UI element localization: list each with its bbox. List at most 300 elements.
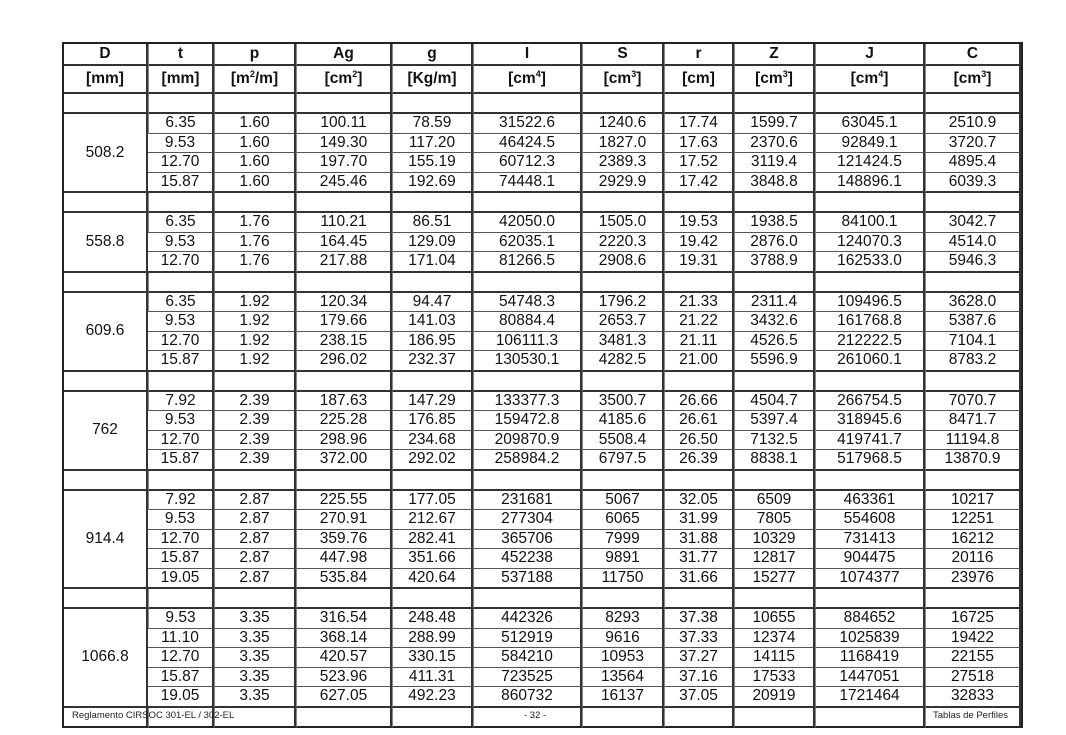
unit-suffix: ] <box>883 70 889 87</box>
table-cell: 1025839 <box>815 629 925 649</box>
table-cell: 124070.3 <box>815 233 925 253</box>
unit-base: [cm <box>953 70 982 87</box>
table-row <box>64 450 1021 471</box>
header-symbol: D <box>64 44 148 66</box>
header-unit <box>392 66 473 94</box>
unit-suffix: /m] <box>254 70 279 87</box>
table-cell: 6.35 <box>148 213 214 233</box>
section-properties-table <box>62 42 1023 728</box>
table-cell: 1796.2 <box>582 293 664 313</box>
table-cell: 6797.5 <box>582 450 664 471</box>
header-unit <box>473 66 582 94</box>
table-cell: 10655 <box>734 609 815 629</box>
table-cell: 212222.5 <box>815 332 925 352</box>
diameter-cell: 609.6 <box>64 293 148 372</box>
empty-cell <box>473 589 582 609</box>
table-cell: 162533.0 <box>815 252 925 273</box>
table-cell: 12374 <box>734 629 815 649</box>
empty-cell <box>734 94 815 114</box>
table-cell: 860732 <box>473 687 582 708</box>
table-cell: 292.02 <box>392 450 473 471</box>
table-cell: 37.38 <box>664 609 734 629</box>
header-symbol: r <box>664 44 734 66</box>
table-cell: 12817 <box>734 549 815 569</box>
table-cell: 3.35 <box>214 648 296 668</box>
table-row <box>64 549 1021 569</box>
table-cell: 31.77 <box>664 549 734 569</box>
table-cell: 2370.6 <box>734 134 815 154</box>
spacer-row <box>64 273 1021 293</box>
table-cell: 31.66 <box>664 569 734 590</box>
unit-exponent: 2 <box>249 68 255 79</box>
table-cell: 1599.7 <box>734 114 815 134</box>
table-cell: 94.47 <box>392 293 473 313</box>
table-cell: 1.92 <box>214 293 296 313</box>
table-cell: 884652 <box>815 609 925 629</box>
table-cell: 5508.4 <box>582 431 664 451</box>
table-cell: 452238 <box>473 549 582 569</box>
table-cell: 517968.5 <box>815 450 925 471</box>
unit-base: [cm] <box>682 70 715 87</box>
empty-cell <box>664 471 734 491</box>
table-cell: 6509 <box>734 491 815 511</box>
unit-base: [m <box>230 70 250 87</box>
table-cell: 316.54 <box>296 609 392 629</box>
table-cell: 2.87 <box>214 491 296 511</box>
table-cell: 187.63 <box>296 392 392 412</box>
empty-cell <box>392 471 473 491</box>
table-cell: 20116 <box>925 549 1021 569</box>
table-cell: 1.60 <box>214 173 296 194</box>
header-row-units <box>64 66 1021 94</box>
empty-cell <box>582 708 664 728</box>
table-cell: 80884.4 <box>473 312 582 332</box>
empty-cell <box>582 372 664 392</box>
table-row <box>64 173 1021 194</box>
unit-exponent: 3 <box>981 68 987 79</box>
empty-cell <box>734 471 815 491</box>
table-cell: 42050.0 <box>473 213 582 233</box>
empty-cell <box>148 193 214 213</box>
table-cell: 6039.3 <box>925 173 1021 194</box>
table-cell: 3.35 <box>214 687 296 708</box>
empty-cell <box>815 193 925 213</box>
table-row <box>64 491 1021 511</box>
table-cell: 6.35 <box>148 293 214 313</box>
table-cell: 6065 <box>582 510 664 530</box>
table-row <box>64 114 1021 134</box>
table-cell: 1.76 <box>214 213 296 233</box>
empty-cell <box>473 273 582 293</box>
table-cell: 296.02 <box>296 351 392 372</box>
table-cell: 32833 <box>925 687 1021 708</box>
table-cell: 2929.9 <box>582 173 664 194</box>
table-cell: 16725 <box>925 609 1021 629</box>
table-cell: 523.96 <box>296 668 392 688</box>
table-cell: 106111.3 <box>473 332 582 352</box>
table-cell: 234.68 <box>392 431 473 451</box>
table-cell: 270.91 <box>296 510 392 530</box>
table-cell: 3042.7 <box>925 213 1021 233</box>
table-cell: 3119.4 <box>734 153 815 173</box>
unit-exponent: 3 <box>782 68 788 79</box>
header-unit <box>296 66 392 94</box>
empty-cell <box>664 708 734 728</box>
table-cell: 463361 <box>815 491 925 511</box>
table-cell: 7.92 <box>148 392 214 412</box>
table-row <box>64 351 1021 372</box>
header-unit <box>734 66 815 94</box>
table-cell: 5397.4 <box>734 411 815 431</box>
unit-suffix: ] <box>787 70 793 87</box>
table-cell: 365706 <box>473 530 582 550</box>
table-cell: 177.05 <box>392 491 473 511</box>
empty-cell <box>734 193 815 213</box>
empty-cell <box>815 94 925 114</box>
spacer-row <box>64 589 1021 609</box>
empty-cell <box>734 708 815 728</box>
empty-cell <box>815 471 925 491</box>
table-cell: 7132.5 <box>734 431 815 451</box>
table-cell: 584210 <box>473 648 582 668</box>
table-cell: 37.05 <box>664 687 734 708</box>
table-cell: 1721464 <box>815 687 925 708</box>
table-cell: 2653.7 <box>582 312 664 332</box>
table-cell: 248.48 <box>392 609 473 629</box>
empty-cell <box>664 372 734 392</box>
empty-cell <box>734 273 815 293</box>
table-cell: 2908.6 <box>582 252 664 273</box>
table-row <box>64 392 1021 412</box>
table-cell: 15.87 <box>148 549 214 569</box>
table-cell: 1074377 <box>815 569 925 590</box>
table-cell: 6.35 <box>148 114 214 134</box>
empty-cell <box>582 273 664 293</box>
table-cell: 19.31 <box>664 252 734 273</box>
table-cell: 2220.3 <box>582 233 664 253</box>
table-cell: 535.84 <box>296 569 392 590</box>
table-cell: 74448.1 <box>473 173 582 194</box>
table-row <box>64 510 1021 530</box>
table-cell: 9.53 <box>148 609 214 629</box>
empty-cell <box>214 372 296 392</box>
empty-cell <box>392 193 473 213</box>
table-cell: 442326 <box>473 609 582 629</box>
table-cell: 109496.5 <box>815 293 925 313</box>
header-unit <box>582 66 664 94</box>
table-cell: 9.53 <box>148 312 214 332</box>
empty-cell <box>925 589 1021 609</box>
unit-suffix: ] <box>986 70 992 87</box>
empty-cell <box>214 273 296 293</box>
table-cell: 3.35 <box>214 668 296 688</box>
table-cell: 12.70 <box>148 648 214 668</box>
table-cell: 17.74 <box>664 114 734 134</box>
table-cell: 2.87 <box>214 530 296 550</box>
unit-base: [cm <box>324 70 353 87</box>
diameter-cell: 1066.8 <box>64 609 148 708</box>
table-cell: 1447051 <box>815 668 925 688</box>
table-cell: 15.87 <box>148 173 214 194</box>
table-cell: 13564 <box>582 668 664 688</box>
table-cell: 1.92 <box>214 332 296 352</box>
table-cell: 164.45 <box>296 233 392 253</box>
table-cell: 447.98 <box>296 549 392 569</box>
table-cell: 411.31 <box>392 668 473 688</box>
table-cell: 8838.1 <box>734 450 815 471</box>
table-cell: 2.87 <box>214 569 296 590</box>
table-cell: 9.53 <box>148 510 214 530</box>
empty-cell <box>296 193 392 213</box>
table-cell: 420.57 <box>296 648 392 668</box>
unit-suffix: ] <box>357 70 363 87</box>
header-symbol: g <box>392 44 473 66</box>
table-cell: 2510.9 <box>925 114 1021 134</box>
table-cell: 32.05 <box>664 491 734 511</box>
table-cell: 148896.1 <box>815 173 925 194</box>
table-cell: 3.35 <box>214 609 296 629</box>
table-cell: 8293 <box>582 609 664 629</box>
table-cell: 2876.0 <box>734 233 815 253</box>
table-cell: 554608 <box>815 510 925 530</box>
table-row <box>64 332 1021 352</box>
table-cell: 129.09 <box>392 233 473 253</box>
empty-cell <box>664 94 734 114</box>
empty-cell <box>664 273 734 293</box>
table-cell: 149.30 <box>296 134 392 154</box>
table-cell: 10217 <box>925 491 1021 511</box>
empty-cell <box>148 589 214 609</box>
spacer-row <box>64 193 1021 213</box>
empty-cell <box>815 372 925 392</box>
table-row <box>64 609 1021 629</box>
table-cell: 26.66 <box>664 392 734 412</box>
empty-cell <box>296 372 392 392</box>
table-cell: 627.05 <box>296 687 392 708</box>
table-cell: 5387.6 <box>925 312 1021 332</box>
table-cell: 3788.9 <box>734 252 815 273</box>
empty-cell <box>582 471 664 491</box>
empty-cell <box>148 372 214 392</box>
table-cell: 31.99 <box>664 510 734 530</box>
unit-base: [cm <box>755 70 783 87</box>
table-cell: 86.51 <box>392 213 473 233</box>
table-cell: 231681 <box>473 491 582 511</box>
diameter-cell: 508.2 <box>64 114 148 193</box>
table-cell: 372.00 <box>296 450 392 471</box>
table-cell: 420.64 <box>392 569 473 590</box>
table-cell: 161768.8 <box>815 312 925 332</box>
table-cell: 26.50 <box>664 431 734 451</box>
table-cell: 288.99 <box>392 629 473 649</box>
table-cell: 4895.4 <box>925 153 1021 173</box>
unit-base: [Kg/m] <box>407 70 457 87</box>
table-cell: 19.05 <box>148 569 214 590</box>
table-cell: 121424.5 <box>815 153 925 173</box>
table-row <box>64 629 1021 649</box>
table-cell: 9891 <box>582 549 664 569</box>
table-row <box>64 648 1021 668</box>
table-cell: 179.66 <box>296 312 392 332</box>
table-row <box>64 431 1021 451</box>
header-unit <box>925 66 1021 94</box>
empty-cell <box>925 193 1021 213</box>
table-cell: 8471.7 <box>925 411 1021 431</box>
table-cell: 60712.3 <box>473 153 582 173</box>
table-cell: 492.23 <box>392 687 473 708</box>
table-cell: 1505.0 <box>582 213 664 233</box>
header-unit <box>148 66 214 94</box>
table-cell: 1938.5 <box>734 213 815 233</box>
table-row <box>64 668 1021 688</box>
header-row-symbols <box>64 44 1021 66</box>
unit-exponent: 4 <box>535 68 541 79</box>
table-cell: 31522.6 <box>473 114 582 134</box>
table-cell: 4282.5 <box>582 351 664 372</box>
unit-base: [mm] <box>86 70 124 87</box>
table-cell: 8783.2 <box>925 351 1021 372</box>
table-cell: 133377.3 <box>473 392 582 412</box>
table-cell: 92849.1 <box>815 134 925 154</box>
table-cell: 1.76 <box>214 252 296 273</box>
table-cell: 19422 <box>925 629 1021 649</box>
unit-base: [cm <box>508 70 536 87</box>
table-cell: 261060.1 <box>815 351 925 372</box>
empty-cell <box>582 193 664 213</box>
table-cell: 12251 <box>925 510 1021 530</box>
empty-cell <box>734 372 815 392</box>
table-row <box>64 252 1021 273</box>
table-cell: 54748.3 <box>473 293 582 313</box>
table-body <box>64 44 1021 728</box>
table-cell: 31.88 <box>664 530 734 550</box>
table-cell: 4504.7 <box>734 392 815 412</box>
table-cell: 21.22 <box>664 312 734 332</box>
table-cell: 212.67 <box>392 510 473 530</box>
table-cell: 3720.7 <box>925 134 1021 154</box>
empty-cell <box>64 589 148 609</box>
table-cell: 2.87 <box>214 510 296 530</box>
header-symbol: t <box>148 44 214 66</box>
table-cell: 12.70 <box>148 530 214 550</box>
table-cell: 277304 <box>473 510 582 530</box>
table-cell: 266754.5 <box>815 392 925 412</box>
table-cell: 37.16 <box>664 668 734 688</box>
empty-cell <box>392 708 473 728</box>
table-cell: 368.14 <box>296 629 392 649</box>
table-cell: 9.53 <box>148 233 214 253</box>
empty-cell <box>64 273 148 293</box>
table-row <box>64 569 1021 590</box>
header-symbol: I <box>473 44 582 66</box>
header-symbol: p <box>214 44 296 66</box>
empty-cell <box>214 94 296 114</box>
table-cell: 12.70 <box>148 431 214 451</box>
table-cell: 15277 <box>734 569 815 590</box>
unit-exponent: 3 <box>631 68 637 79</box>
diameter-cell: 558.8 <box>64 213 148 273</box>
empty-cell <box>473 372 582 392</box>
table-cell: 723525 <box>473 668 582 688</box>
table-cell: 1827.0 <box>582 134 664 154</box>
table-cell: 23976 <box>925 569 1021 590</box>
unit-base: [cm <box>850 70 879 87</box>
table-cell: 159472.8 <box>473 411 582 431</box>
table-cell: 26.39 <box>664 450 734 471</box>
table-cell: 1.60 <box>214 134 296 154</box>
table-cell: 11194.8 <box>925 431 1021 451</box>
table-cell: 3.35 <box>214 629 296 649</box>
table-cell: 171.04 <box>392 252 473 273</box>
empty-cell <box>925 273 1021 293</box>
table-cell: 37.33 <box>664 629 734 649</box>
table-cell: 7999 <box>582 530 664 550</box>
header-unit <box>214 66 296 94</box>
table-cell: 2.39 <box>214 411 296 431</box>
spacer-row <box>64 471 1021 491</box>
table-row <box>64 233 1021 253</box>
table-cell: 3481.3 <box>582 332 664 352</box>
table-cell: 245.46 <box>296 173 392 194</box>
table-cell: 1168419 <box>815 648 925 668</box>
table-cell: 419741.7 <box>815 431 925 451</box>
table-cell: 21.00 <box>664 351 734 372</box>
table-cell: 141.03 <box>392 312 473 332</box>
table-cell: 4185.6 <box>582 411 664 431</box>
table-cell: 1.60 <box>214 153 296 173</box>
empty-cell <box>148 471 214 491</box>
empty-cell <box>296 94 392 114</box>
empty-cell <box>64 372 148 392</box>
table-cell: 5946.3 <box>925 252 1021 273</box>
empty-cell <box>473 193 582 213</box>
table-cell: 26.61 <box>664 411 734 431</box>
table-cell: 13870.9 <box>925 450 1021 471</box>
table-cell: 155.19 <box>392 153 473 173</box>
table-cell: 4514.0 <box>925 233 1021 253</box>
table-cell: 282.41 <box>392 530 473 550</box>
table-cell: 17.42 <box>664 173 734 194</box>
empty-cell <box>214 471 296 491</box>
empty-cell <box>582 589 664 609</box>
table-cell: 537188 <box>473 569 582 590</box>
table-cell: 19.05 <box>148 687 214 708</box>
table-cell: 15.87 <box>148 668 214 688</box>
table-cell: 37.27 <box>664 648 734 668</box>
empty-cell <box>392 589 473 609</box>
empty-cell <box>392 273 473 293</box>
table-row <box>64 411 1021 431</box>
table-cell: 2.39 <box>214 431 296 451</box>
footer-right: Tablas de Perfiles <box>933 710 1008 721</box>
table-row <box>64 312 1021 332</box>
empty-cell <box>64 94 148 114</box>
table-row <box>64 687 1021 708</box>
table-cell: 4526.5 <box>734 332 815 352</box>
empty-cell <box>296 273 392 293</box>
table-cell: 318945.6 <box>815 411 925 431</box>
empty-cell <box>64 471 148 491</box>
empty-cell <box>148 273 214 293</box>
header-symbol: S <box>582 44 664 66</box>
empty-cell <box>64 193 148 213</box>
diameter-cell: 762 <box>64 392 148 471</box>
table-cell: 62035.1 <box>473 233 582 253</box>
table-cell: 3848.8 <box>734 173 815 194</box>
header-unit <box>64 66 148 94</box>
table-cell: 3500.7 <box>582 392 664 412</box>
empty-cell <box>925 471 1021 491</box>
